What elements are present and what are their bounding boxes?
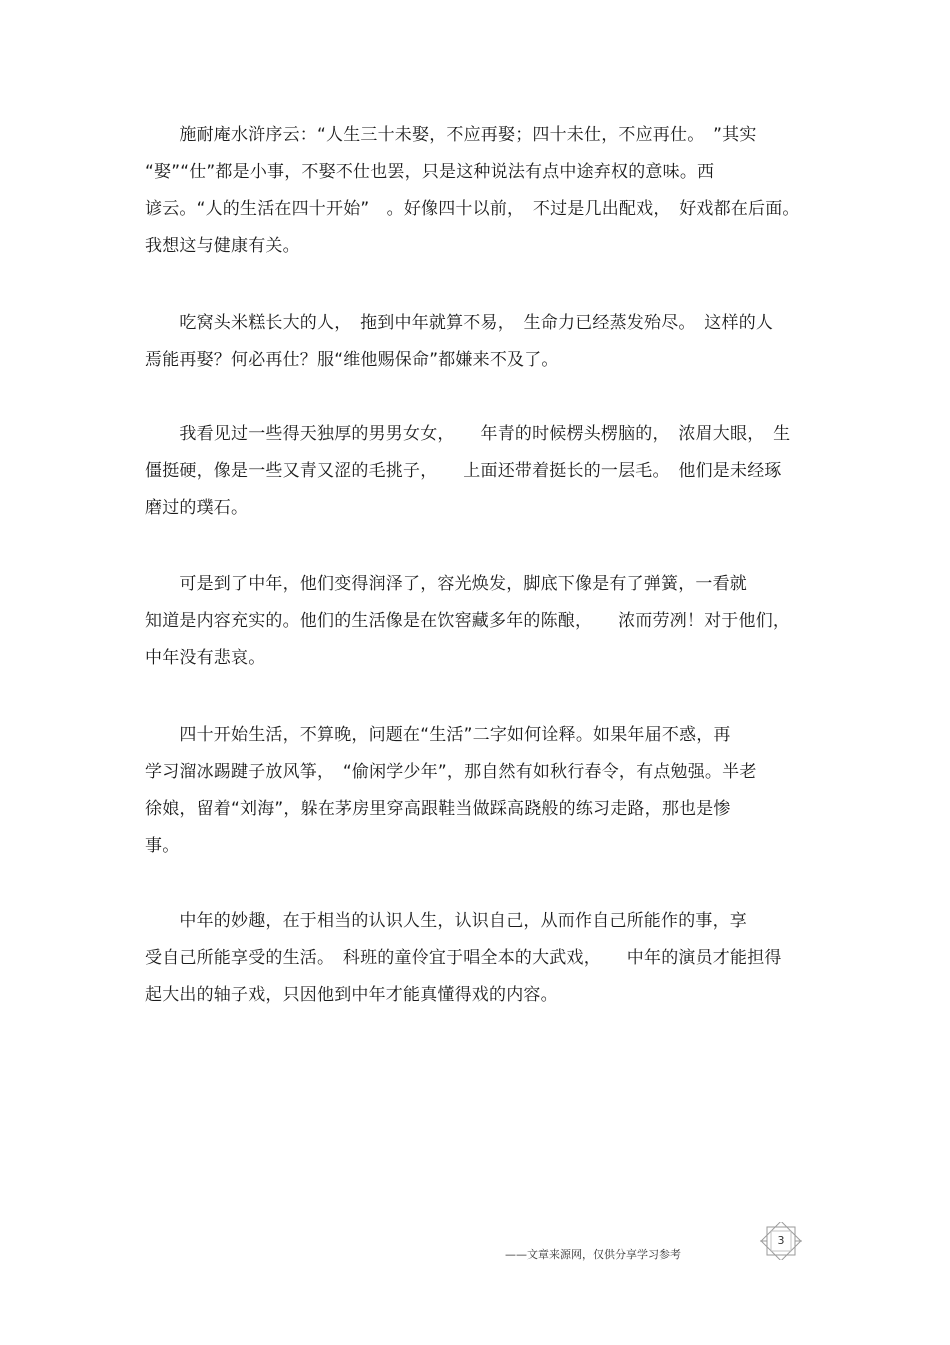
text-line: “娶”“仕”都是小事，不娶不仕也罢，只是这种说法有点中途弃权的意味。西: [145, 162, 715, 182]
text-line: 学习溜冰踢踺子放风筝， “偷闲学少年”，那自然有如秋行春令，有点勉强。半老: [145, 762, 757, 782]
text-line: 徐娘，留着“刘海”，躲在茅房里穿高跟鞋当做踩高跷般的练习走路，那也是惨: [145, 799, 731, 819]
paragraph-6: [145, 903, 810, 1014]
page-number-badge: [758, 1222, 804, 1260]
text-line: 谚云。“人的生活在四十开始” 。好像四十以前， 不过是几出配戏， 好戏都在后面。: [145, 199, 800, 219]
paragraph-2: [145, 305, 810, 379]
text-line: 我看见过一些得天独厚的男男女女， 年青的时候楞头楞脑的， 浓眉大眼， 生: [145, 424, 791, 444]
text-line: 焉能再娶？何必再仕？服“维他赐保命”都嫌来不及了。: [145, 350, 559, 370]
text-line: 我想这与健康有关。: [145, 236, 300, 256]
text-line: 事。: [145, 836, 180, 856]
text-line: 僵挺硬，像是一些又青又涩的毛挑子， 上面还带着挺长的一层毛。 他们是未经琢: [145, 461, 782, 481]
text-line: 可是到了中年，他们变得润泽了，容光焕发，脚底下像是有了弹簧，一看就: [145, 574, 747, 594]
paragraph-3: [145, 416, 810, 527]
text-line: 四十开始生活，不算晚，问题在“生活”二字如何诠释。如果年届不惑，再: [145, 725, 731, 745]
text-line: 中年没有悲哀。: [145, 648, 266, 668]
text-line: 起大出的轴子戏，只因他到中年才能真懂得戏的内容。: [145, 985, 558, 1005]
footer-note: ——文章来源网，仅供分享学习参考: [505, 1248, 681, 1261]
text-line: 施耐庵水浒序云：“人生三十未娶，不应再娶；四十未仕，不应再仕。 ”其实: [145, 125, 757, 145]
paragraph-5: [145, 717, 810, 865]
paragraph-1: [145, 117, 810, 265]
text-line: 受自己所能享受的生活。 科班的童伶宜于唱全本的大武戏， 中年的演员才能担得: [145, 948, 782, 968]
paragraph-4: [145, 566, 810, 677]
text-line: 中年的妙趣，在于相当的认识人生，认识自己，从而作自己所能作的事，享: [145, 911, 747, 931]
text-line: 吃窝头米糕长大的人， 拖到中年就算不易， 生命力已经蒸发殆尽。 这样的人: [145, 313, 774, 333]
page-number: 3: [777, 1234, 785, 1247]
text-line: 磨过的璞石。: [145, 498, 249, 518]
text-line: 知道是内容充实的。他们的生活像是在饮窖藏多年的陈酿， 浓而劳冽！对于他们，: [145, 611, 791, 631]
